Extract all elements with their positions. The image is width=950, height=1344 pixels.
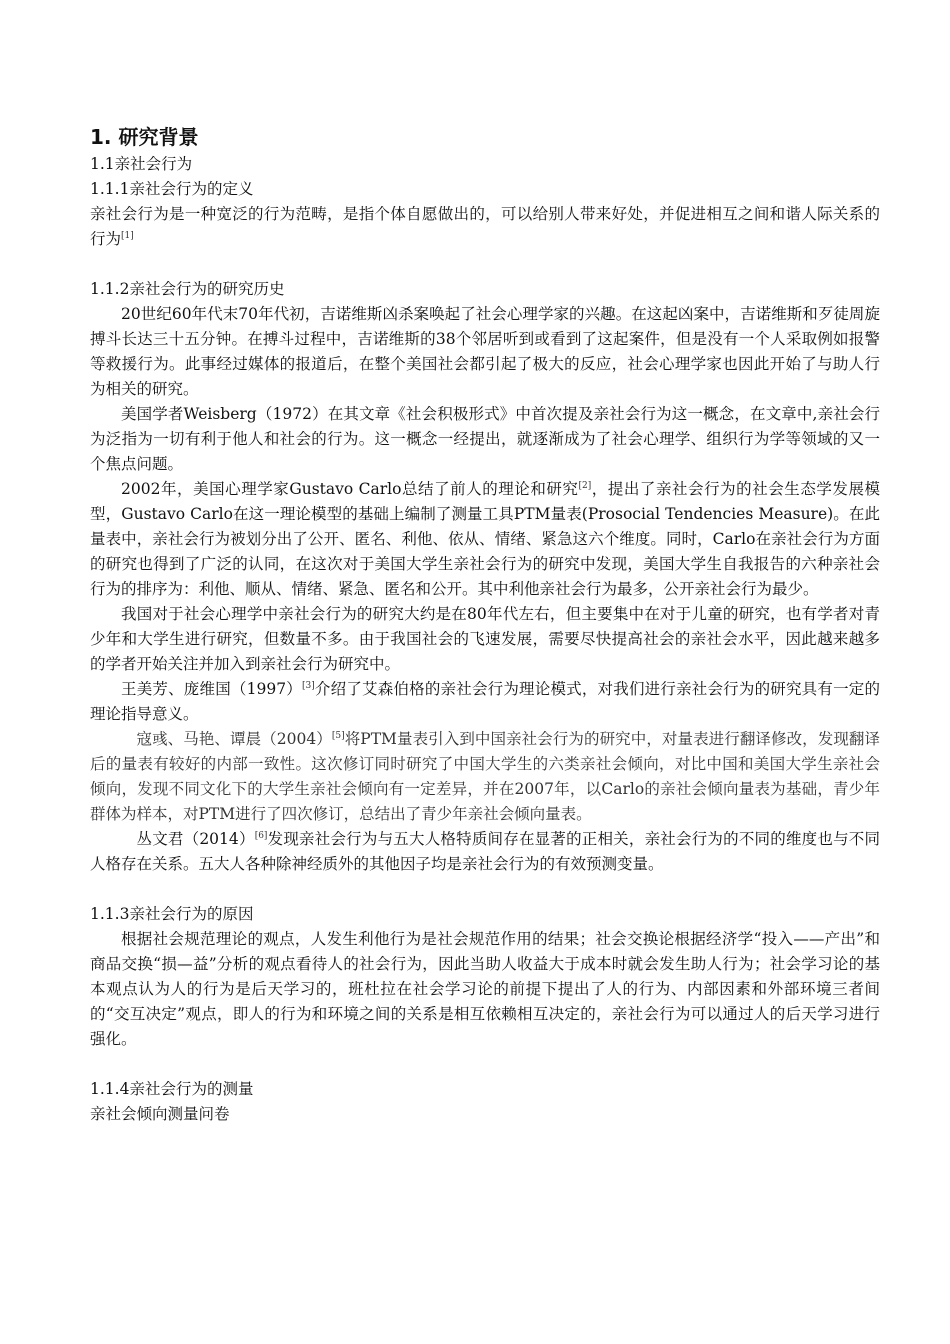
history-paragraph-5 <box>90 677 880 727</box>
subsection-heading-1-1-1: 1.1.1亲社会行为的定义 <box>90 180 254 198</box>
blank-line <box>90 252 880 277</box>
subsection-heading-1-1-4: 1.1.4亲社会行为的测量 <box>90 1080 254 1098</box>
history-paragraph-1: 20世纪60年代末70年代初，吉诺维斯凶杀案唤起了社会心理学家的兴趣。在这起凶案中，吉诺维斯和歹徒周旋搏斗长达三十五分钟。在搏斗过程中，吉诺维斯的38个邻居听到或看到了这起案件，但是没有一个人采取例如报警等救援行为。此事经过媒体的报道后，在整个美国社会都引起了极大的反应，社会心理学家也因此开始了与助人行为相关的研究。 <box>90 305 880 398</box>
definition-text: 亲社会行为是一种宽泛的行为范畴，是指个体自愿做出的，可以给别人带来好处，并促进相互之间和谐人际关系的行为 <box>90 205 880 248</box>
blank-line <box>90 1052 880 1077</box>
citation-6: [6] <box>254 830 268 841</box>
history-paragraph-6-text-a: 寇彧、马艳、谭晨（2004） <box>136 730 332 748</box>
citation-3: [3] <box>301 680 315 691</box>
citation-1: [1] <box>121 230 134 241</box>
measure-line: 亲社会倾向测量问卷 <box>90 1105 230 1123</box>
document-page <box>90 122 880 1127</box>
subsection-heading-1-1-2: 1.1.2亲社会行为的研究历史 <box>90 280 285 298</box>
history-paragraph-6 <box>90 727 880 827</box>
history-paragraph-7-text-b: 发现亲社会行为与五大人格特质间存在显著的正相关，亲社会行为的不同的维度也与不同人格存在关系。五大人各种除神经质外的其他因子均是亲社会行为的有效预测变量。 <box>90 830 880 873</box>
history-paragraph-6-text-b: 将PTM量表引入到中国亲社会行为的研究中，对量表进行翻译修改，发现翻译后的量表有较好的内部一致性。这次修订同时研究了中国大学生的六类亲社会倾向，对比中国和美国大学生亲社会倾向，发现不同文化下的大学生亲社会倾向有一定差异，并在2007年，以Carlo的亲社会倾向量表为基础，青少年群体为样本，对PTM进行了四次修订，总结出了青少年亲社会倾向量表。 <box>90 730 880 823</box>
history-paragraph-7 <box>90 827 880 877</box>
definition-paragraph <box>90 202 880 252</box>
history-paragraph-2: 美国学者Weisberg（1972）在其文章《社会积极形式》中首次提及亲社会行为这一概念，在文章中,亲社会行为泛指为一切有利于他人和社会的行为。这一概念一经提出，就逐渐成为了社会心理学、组织行为学等领域的又一个焦点问题。 <box>90 405 880 473</box>
citation-2: [2] <box>578 480 592 491</box>
history-paragraph-7-text-a: 丛文君（2014） <box>136 830 255 848</box>
history-paragraph-5-text-b: 介绍了艾森伯格的亲社会行为理论模式，对我们进行亲社会行为的研究具有一定的理论指导意义。 <box>90 680 880 723</box>
history-paragraph-5-text-a: 王美芳、庞维国（1997） <box>121 680 302 698</box>
citation-5: [5] <box>331 730 345 741</box>
blank-line <box>90 877 880 902</box>
section-heading: 1. 研究背景 <box>90 125 199 149</box>
causes-paragraph: 根据社会规范理论的观点，人发生利他行为是社会规范作用的结果；社会交换论根据经济学“投入——产出”和商品交换“损—益”分析的观点看待人的社会行为，因此当助人收益大于成本时就会发生助人行为；社会学习论的基本观点认为人的行为是后天学习的，班杜拉在社会学习论的前提下提出了人的行为、内部因素和外部环境三者间的“交互决定”观点，即人的行为和环境之间的关系是相互依赖相互决定的，亲社会行为可以通过人的后天学习进行强化。 <box>90 930 880 1048</box>
history-paragraph-3 <box>90 477 880 602</box>
subsection-heading-1-1-3: 1.1.3亲社会行为的原因 <box>90 905 254 923</box>
history-paragraph-4: 我国对于社会心理学中亲社会行为的研究大约是在80年代左右，但主要集中在对于儿童的研究，也有学者对青少年和大学生进行研究，但数量不多。由于我国社会的飞速发展，需要尽快提高社会的亲社会水平，因此越来越多的学者开始关注并加入到亲社会行为研究中。 <box>90 605 880 673</box>
history-paragraph-3-text-b: ，提出了亲社会行为的社会生态学发展模型，Gustavo Carlo在这一理论模型的基础上编制了测量工具PTM量表(Prosocial Tendencies Measure)。在此量表中，亲社会行为被划分出了公开、匿名、利他、依从、情绪、紧急这六个维度。同时，Carlo在亲社会行为方面的研究也得到了广泛的认同，在这次对于美国大学生亲社会行为的研究中发现，美国大学生自我报告的六种亲社会行为的排序为：利他、顺从、情绪、紧急、匿名和公开。其中利他亲社会行为最多，公开亲社会行为最少。 <box>90 480 880 598</box>
subsection-heading-1-1: 1.1亲社会行为 <box>90 155 193 173</box>
history-paragraph-3-text-a: 2002年，美国心理学家Gustavo Carlo总结了前人的理论和研究 <box>121 480 579 498</box>
